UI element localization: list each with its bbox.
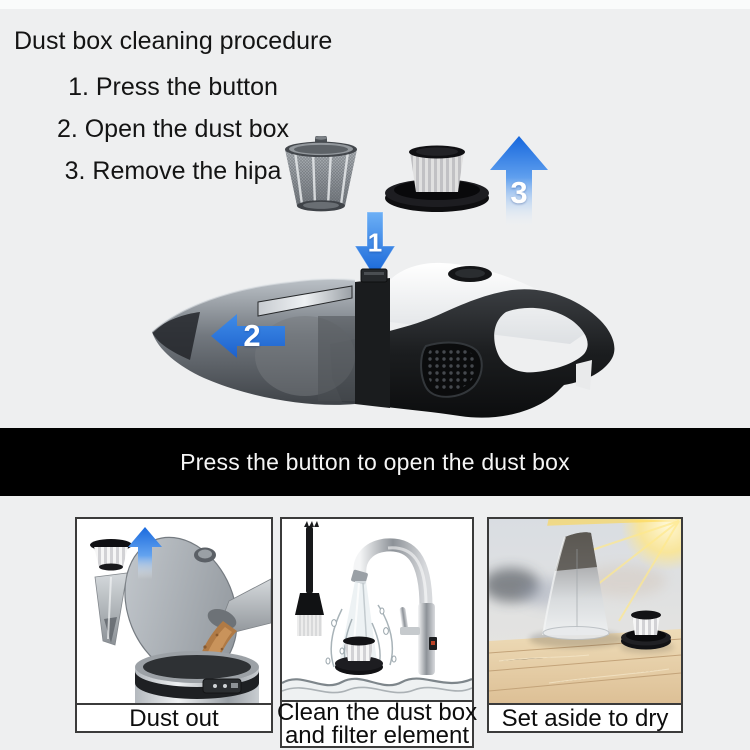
caption-line: Set aside to dry: [501, 704, 669, 732]
panel-clean: [276, 517, 478, 749]
mesh-filter-illustration: [283, 136, 359, 214]
caption-line: Dust out: [129, 704, 219, 732]
step1-marker: 1: [367, 227, 383, 258]
step2-marker: 2: [243, 318, 261, 353]
procedure-step-2: 2. Open the dust box: [56, 115, 290, 143]
dust-out-image: [77, 519, 271, 703]
banner-text: Press the button to open the dust box: [180, 448, 570, 475]
caption-line: and filter element: [284, 722, 470, 749]
panel-dry: [487, 517, 683, 733]
instruction-banner: [0, 428, 750, 496]
dry-image: [489, 519, 681, 703]
clean-image: [282, 519, 472, 700]
procedure-step-3: 3. Remove the hipa: [64, 157, 282, 185]
dust-out-caption: [77, 703, 271, 731]
procedure-step-1: 1. Press the button: [68, 73, 278, 101]
hepa-filter-illustration: [383, 142, 491, 214]
step3-marker: 3: [510, 175, 528, 210]
panel-dust-out: [75, 517, 273, 733]
clean-caption: [276, 699, 478, 749]
caption-line: Clean the dust box: [276, 699, 478, 726]
top-white-strip: [0, 0, 750, 9]
procedure-title: Dust box cleaning procedure: [14, 27, 333, 55]
dry-caption: [489, 703, 681, 731]
